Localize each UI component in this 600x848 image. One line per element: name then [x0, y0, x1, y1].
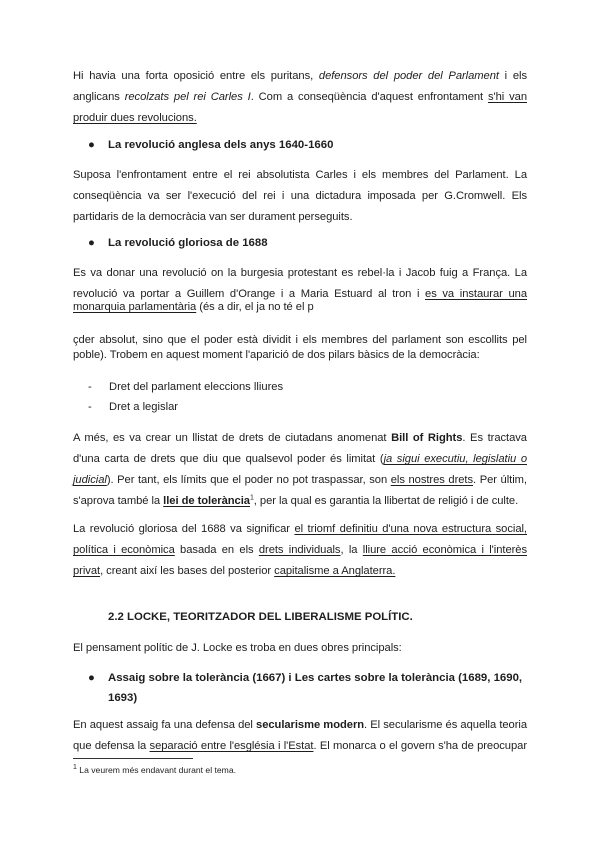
- p1-line-3: partidaris de la democràcia van ser durament perseguits.: [73, 211, 353, 223]
- p1-line-1: Suposa l'enfrontament entre el rei absolutista Carles i els membres del Parlament. La: [73, 169, 527, 181]
- p2-line-3: monarquia parlamentària (és a dir, el ja no té el p: [73, 301, 314, 313]
- list-item: - Dret a legislar: [88, 401, 179, 413]
- bullet-icon: ●: [88, 237, 95, 249]
- bullet-icon: ●: [88, 139, 95, 151]
- bullet-heading-revolucio-anglesa: ● La revolució anglesa dels anys 1640-1660: [88, 135, 333, 155]
- list-item: - Dret del parlament eleccions lliures: [88, 381, 284, 393]
- p5-line-1: La revolució gloriosa del 1688 va significar el triomf definitiu d'una nova estructura social,: [73, 523, 527, 535]
- p6-line: El pensament polític de J. Locke es troba en dues obres principals:: [73, 642, 402, 654]
- footnote-divider: [73, 758, 193, 759]
- p4-line-4: s'aprova també la llei de tolerància$^1$, per la qual es garantia la llibertat de religió i de culte.: [73, 494, 519, 507]
- intro-line-1: Hi havia una forta oposició entre els puritans, defensors del poder del Parlament i els: [73, 70, 527, 82]
- p3-line-1: çder absolut, sino que el poder està dividit i els membres del parlament son escollits pel: [73, 334, 527, 346]
- bullet-heading-assaig-cont: 1693): [108, 692, 138, 704]
- bullet-heading-assaig: ● Assaig sobre la tolerància (1667) i Les cartes sobre la tolerància (1689, 1690,: [88, 668, 528, 688]
- footnote-ref[interactable]: 1: [249, 494, 254, 502]
- bullet-heading-revolucio-gloriosa: ● La revolució gloriosa de 1688: [88, 233, 268, 253]
- intro-line-2: anglicans recolzats pel rei Carles I. Com a conseqüència d'aquest enfrontament s'hi van: [73, 91, 527, 103]
- intro-line-3: produir dues revolucions.: [73, 112, 197, 124]
- p5-line-3: privat, creant així les bases del posterior capitalisme a Anglaterra.: [73, 565, 396, 577]
- p2-line-2: revolució va portar a Guillem d'Orange i a Maria Estuard al tron i es va instaurar una: [73, 288, 527, 300]
- p5-line-2: política i econòmica basada en els drets individuals, la lliure acció econòmica i l'interès: [73, 544, 528, 556]
- p7-line-2: que defensa la separació entre l'església i l'Estat. El monarca o el govern s'ha de preocupar: [73, 740, 527, 752]
- bullet-icon: ●: [88, 672, 95, 684]
- p4-line-3: judicial). Per tant, els límits que el poder no pot traspassar, son els nostres drets. Per últim,: [73, 474, 527, 486]
- p4-line-2: d'una carta de drets que diu que qualsevol poder és limitat (ja sigui executiu, legislatiu o: [73, 453, 527, 465]
- p1-line-2: conseqüència va ser l'execució del rei i una dictadura imposada per G.Cromwell. Els: [73, 190, 527, 202]
- p2-line-1: Es va donar una revolució on la burgesia protestant es rebel·la i Jacob fuig a França. La: [73, 267, 527, 279]
- p7-line-1: En aquest assaig fa una defensa del secularisme modern. El secularisme és aquella teoria: [73, 719, 528, 731]
- section-heading: 2.2 LOCKE, TEORITZADOR DEL LIBERALISME POLÍTIC.: [108, 611, 413, 623]
- footnote: $^1$ La veurem més endavant durant el tema.: [73, 764, 236, 775]
- p4-line-1: A més, es va crear un llistat de drets de ciutadans anomenat Bill of Rights. Es tractava: [73, 432, 527, 444]
- p3-line-2: poble). Trobem en aquest moment l'aparició de dos pilars bàsics de la democràcia:: [73, 349, 480, 361]
